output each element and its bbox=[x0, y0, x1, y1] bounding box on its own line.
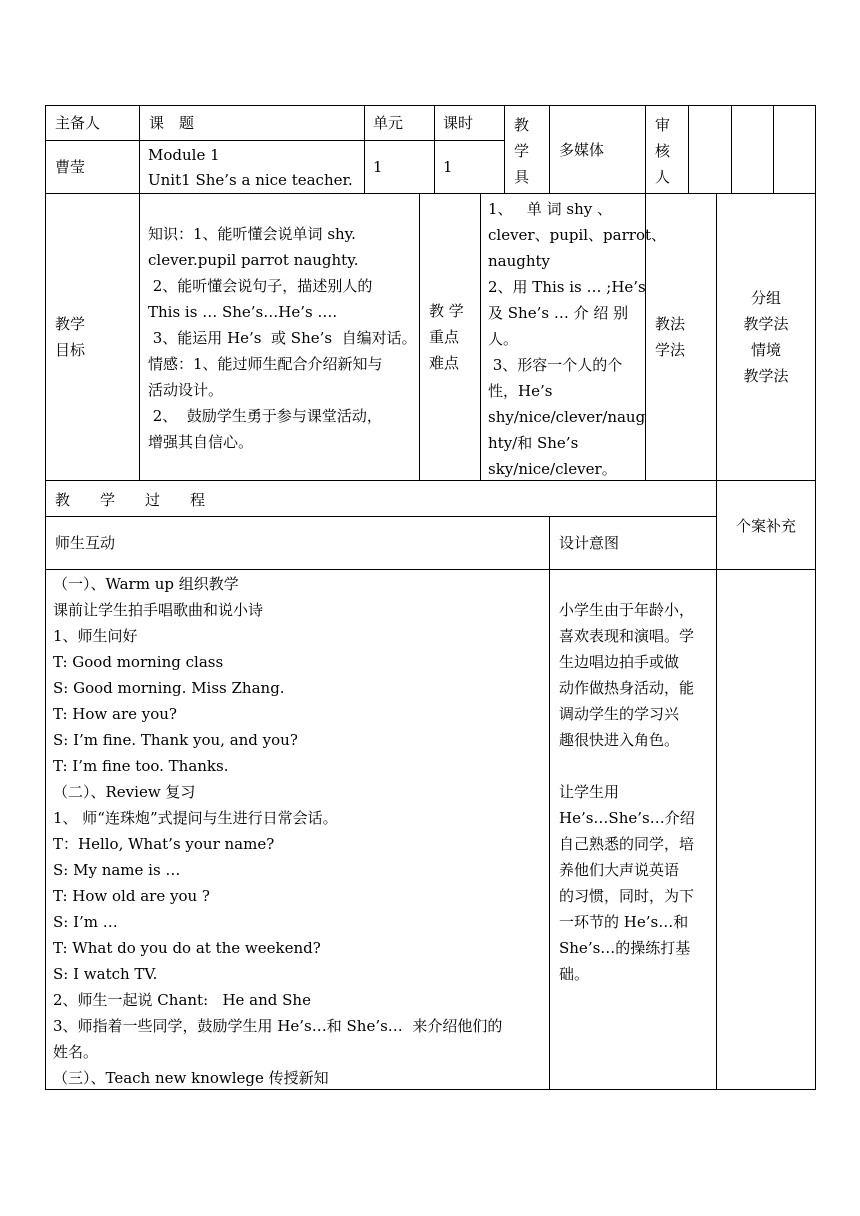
period-value: 1 bbox=[443, 158, 453, 176]
preparer-label: 主备人 bbox=[55, 114, 101, 132]
lesson-plan-page: 主备人 课 题 单元 课时 教 学 具 多媒体 审 核 人 曹莹 Module 1 Unit1 She’s a nice teacher. 1 1 教学 目标 知识：1、能听懂会说单词 shy. clever.pupil parrot naughty. 2、能听懂会说句子，描述别人的 This is … She’s…He’s …. 3、能运用 He’s 或 She’s 自编对话。 情感：1、能过师生配合介绍新知与 活动设计。 2、 鼓励学生勇于参与课堂活动， 增强其自信心。 教 学 重点 难点 1、 单 词 shy 、 clever、pupil、parrot、 naughty 2、用 This is … ;He’s 及 She’s … 介 绍 别 人。 3、形容一个人的个 性，He’s shy/nice/clever/naug hty/和 She’s sky/nice/clever。 教法 学法 分组 教学法 情境 教学法 教 学 过 程 个案补充 师生互动 设计意图 （一）、Warm up 组织教学 课前让学生拍手唱歌曲和说小诗 1、师生问好 T: Good morning class S: Good morning. Miss Zhang. T: How are you? S: I’m fine. Thank you, and you? T: I’m fine too. Thanks. （二）、Review 复习 1、 师“连珠炮”式提问与生进行日常会话。 T：Hello, What’s your name? S: My name is … T: How old are you ? S: I’m … T: What do you do at the weekend? S: I watch TV. 2、师生一起说 Chant: He and She 3、师指着一些同学，鼓励学生用 He’s…和 She’s… 来介绍他们的 姓名。 （三）、Teach new knowlege 传授新知 小学生由于年龄小， 喜欢表现和演唱。学 生边唱边拍手或做 动作做热身活动，能 调动学生的学习兴 趣很快进入角色。 让学生用 He’s…She’s…介绍 自己熟悉的同学，培 养他们大声说英语 的习惯，同时，为下 一环节的 He’s…和 She’s…的操练打基 础。 bbox=[0, 0, 860, 1216]
unit-value: 1 bbox=[373, 158, 383, 176]
supplement-label: 个案补充 bbox=[735, 517, 796, 535]
process-title: 教 学 过 程 bbox=[55, 491, 206, 509]
topic-unit: Unit1 She’s a nice teacher. bbox=[148, 171, 353, 189]
unit-label: 单元 bbox=[373, 114, 404, 132]
topic-module: Module 1 bbox=[148, 146, 220, 164]
period-label: 课时 bbox=[443, 114, 474, 132]
teaching-aids-value: 多媒体 bbox=[559, 141, 605, 159]
topic-label: 课 题 bbox=[149, 114, 195, 132]
preparer-name: 曹莹 bbox=[55, 158, 86, 176]
design-label: 设计意图 bbox=[559, 534, 620, 552]
interaction-label: 师生互动 bbox=[55, 534, 116, 552]
